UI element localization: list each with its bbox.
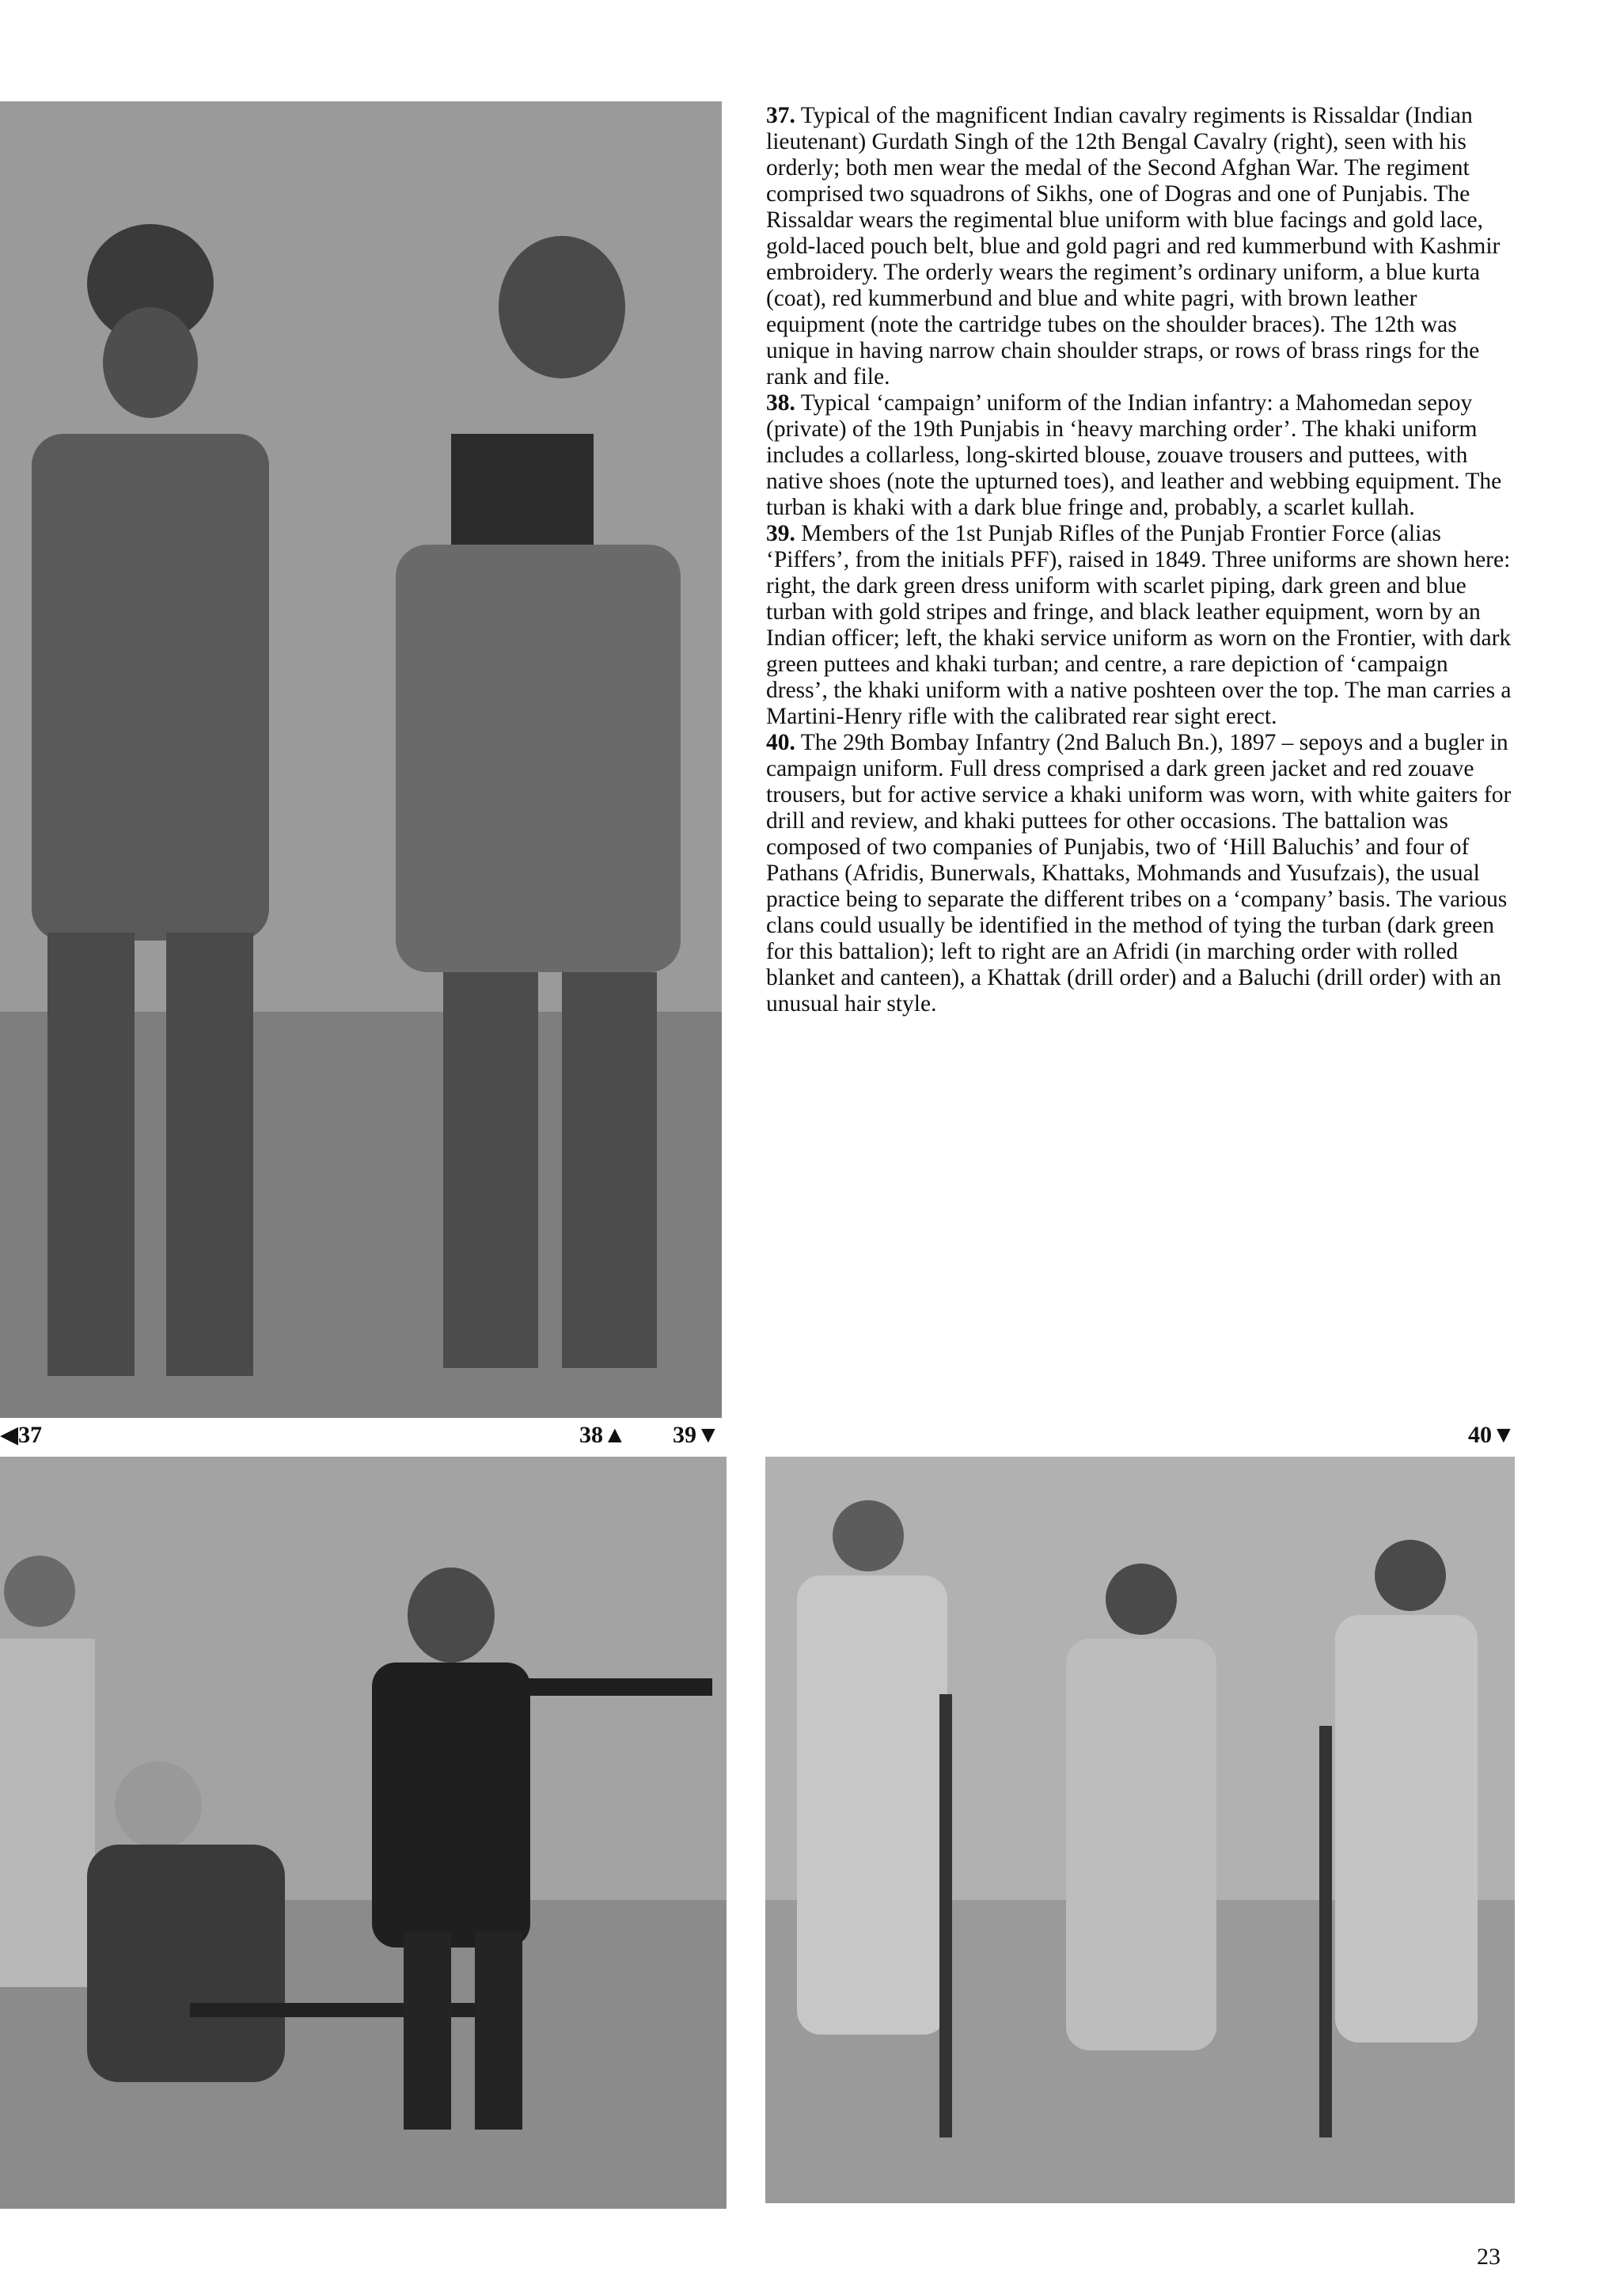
caption-37 bbox=[766, 103, 1514, 390]
photo-fig40-figures bbox=[765, 1457, 1515, 2203]
caption-number: 40. bbox=[766, 730, 795, 755]
caption-38 bbox=[766, 390, 1514, 521]
caption-text: Members of the 1st Punjab Rifles of the Punjab Frontier Force (alias ‘Piffers’, from the initials PFF), raised in 1849. Three uniforms are shown here: right, the dark green dress uniform with scarlet piping, dark green and blue turban with gold stripes and fringe, and black leather equipment, worn by an Indian officer; left, the khaki service uniform as worn on the Frontier, with dark green puttees and khaki turban; and centre, a rare depiction of ‘campaign dress’, the khaki uniform with a native poshteen over the top. The man carries a Martini-Henry rifle with the calibrated rear sight erect. bbox=[766, 521, 1512, 729]
photo-fig39-figures bbox=[0, 1457, 727, 2209]
caption-text: Typical of the magnificent Indian cavalry regiments is Rissaldar (Indian lieutenant) Gurdath Singh of the 12th Bengal Cavalry (right), seen with his orderly; both men wear the medal of the Second Afghan War. The regiment comprised two squadrons of Sikhs, one of Dogras and one of Punjabis. The Rissaldar wears the regimental blue uniform with blue facings and gold lace, gold-laced pouch belt, blue and gold pagri and red kummerbund with Kashmir embroidery. The orderly wears the regiment’s ordinary uniform, a blue kurta (coat), red kummerbund and blue and white pagri, with brown leather equipment (note the cartridge tubes on the shoulder braces). The 12th was unique in having narrow chain shoulder straps, or rows of brass rings for the rank and file. bbox=[766, 103, 1501, 390]
caption-40 bbox=[766, 730, 1514, 1017]
photo-fig37-38 bbox=[0, 101, 722, 1418]
figure-label-38: 38▲ bbox=[579, 1422, 627, 1448]
caption-text: Typical ‘campaign’ uniform of the Indian infantry: a Mahomedan sepoy (private) of the 19th Punjabis in ‘heavy marching order’. The khaki uniform includes a collarless, long-skirted blouse, zouave trousers and puttees, with native shoes (note the upturned toes), and leather and webbing equipment. The turban is khaki with a dark blue fringe and, probably, a scarlet kullah. bbox=[766, 390, 1502, 520]
caption-number: 37. bbox=[766, 103, 795, 128]
caption-column bbox=[766, 103, 1514, 1017]
caption-number: 39. bbox=[766, 521, 795, 546]
page-number: 23 bbox=[1477, 2244, 1501, 2270]
photo-fig37-38-figures bbox=[0, 101, 722, 1418]
photo-fig40 bbox=[765, 1457, 1515, 2203]
caption-text: The 29th Bombay Infantry (2nd Baluch Bn.), 1897 – sepoys and a bugler in campaign uniform. Full dress comprised a dark green jacket and red zouave trousers, but for active service a khaki uniform was worn, with white gaiters for drill and review, and khaki puttees for other occasions. The battalion was composed of two companies of Punjabis, two of ‘Hill Baluchis’ and four of Pathans (Afridis, Bunerwals, Khattaks, Mohmands and Yusufzais), the usual practice being to separate the different tribes on a ‘company’ basis. The various clans could usually be identified in the method of tying the turban (dark green for this battalion); left to right are an Afridi (in marching order with rolled blanket and canteen), a Khattak (drill order) and a Baluchi (drill order) with an unusual hair style. bbox=[766, 730, 1512, 1016]
caption-number: 38. bbox=[766, 390, 795, 416]
figure-label-40: 40▼ bbox=[1468, 1422, 1516, 1448]
figure-label-37: ◀37 bbox=[0, 1422, 43, 1448]
photo-fig39 bbox=[0, 1457, 727, 2209]
figure-label-39: 39▼ bbox=[673, 1422, 720, 1448]
caption-39 bbox=[766, 521, 1514, 730]
